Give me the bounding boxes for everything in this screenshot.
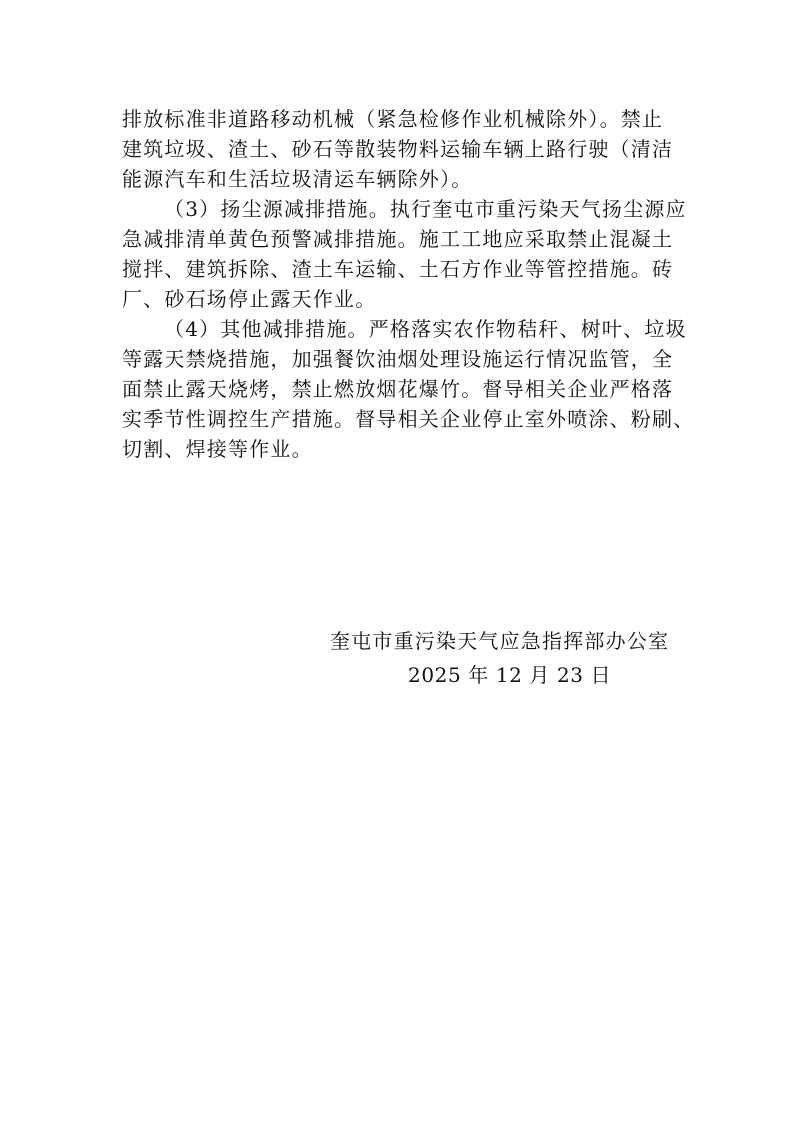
document-body [122, 104, 695, 464]
paragraph-2-line-4: 厂、砂石场停止露天作业。 [122, 287, 377, 311]
paragraph-3-line-3: 面禁止露天烧烤，禁止燃放烟花爆竹。督导相关企业严格落 [122, 377, 674, 401]
signature-organization: 奎屯市重污染天气应急指挥部办公室 [330, 629, 670, 653]
paragraph-2-line-3: 搅拌、建筑拆除、渣土车运输、土石方作业等管控措施。砖 [122, 257, 674, 281]
paragraph-3-line-5: 切割、焊接等作业。 [122, 437, 313, 461]
paragraph-1-line-3: 能源汽车和生活垃圾清运车辆除外）。 [122, 167, 473, 191]
paragraph-2-line-1: （3）扬尘源减排措施。执行奎屯市重污染天气扬尘源应 [164, 197, 687, 221]
paragraph-3-line-4: 实季节性调控生产措施。督导相关企业停止室外喷涂、粉刷、 [122, 407, 695, 431]
paragraph-3-line-1: （4）其他减排措施。严格落实农作物秸秆、树叶、垃圾 [164, 317, 687, 341]
signature-date: 2025 年 12 月 23 日 [408, 663, 612, 687]
paragraph-1-line-2: 建筑垃圾、渣土、砂石等散装物料运输车辆上路行驶（清洁 [122, 137, 674, 161]
paragraph-2-line-2: 急减排清单黄色预警减排措施。施工工地应采取禁止混凝土 [122, 227, 674, 251]
paragraph-3-line-2: 等露天禁烧措施，加强餐饮油烟处理设施运行情况监管，全 [122, 347, 674, 371]
paragraph-1-line-1: 排放标准非道路移动机械（紧急检修作业机械除外）。禁止 [122, 107, 664, 131]
